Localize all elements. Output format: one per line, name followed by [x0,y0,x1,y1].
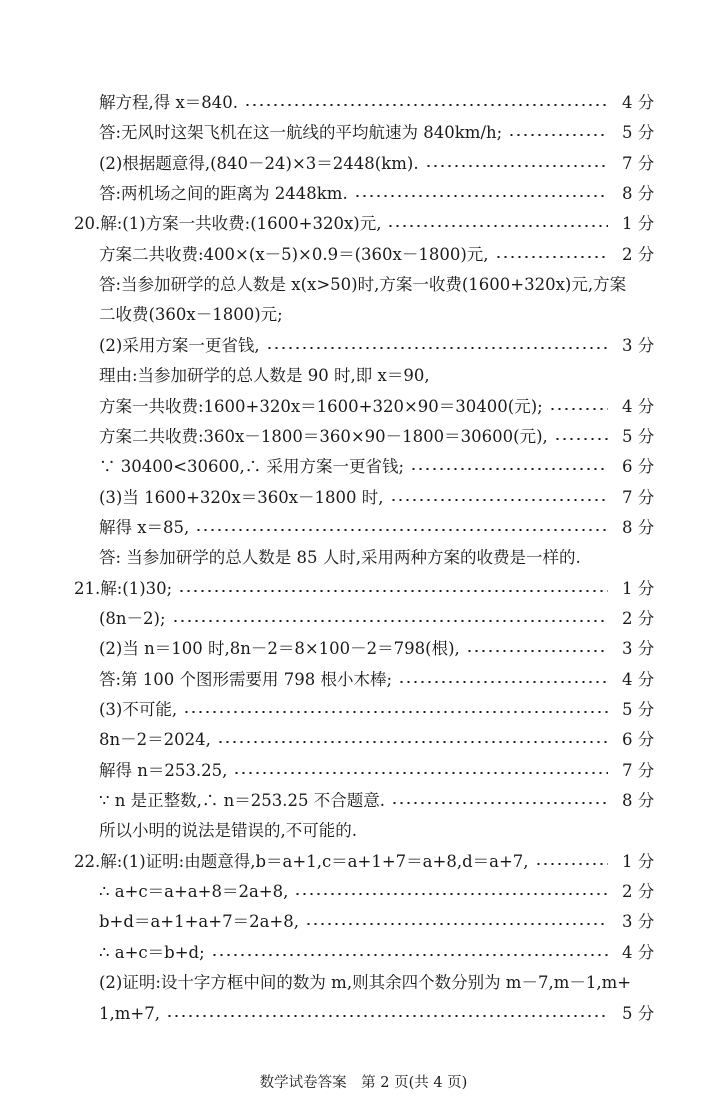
score-label: 3 分 [622,335,655,355]
score-label: 4 分 [622,669,655,689]
score-label: 3 分 [622,639,655,659]
answer-text: (3)不可能, [99,700,178,719]
answer-line-content [99,240,614,270]
score-label: 2 分 [622,608,655,628]
answer-line [0,513,727,543]
answer-line [0,665,727,695]
answer-text: 答:当参加研学的总人数是 x(x>50)时,方案一收费(1600+320x)元,方案 [99,275,627,295]
answer-line-content [74,574,614,604]
answer-line-content [99,999,614,1029]
answer-text: 22.解:(1)证明:由题意得,b＝a+1,c＝a+1+7＝a+8,d＝a+7, [74,851,529,871]
dot-leader [554,438,608,440]
answer-line [0,149,727,179]
score-label: 1 分 [622,851,655,871]
answer-line-content [99,968,631,998]
dot-leader [166,1015,608,1017]
answer-line-content [99,513,614,543]
answer-line [0,392,727,422]
answer-text: 解得 x＝85, [99,517,190,537]
answer-text: 1,m+7, [99,1003,160,1023]
answer-line [0,483,727,513]
answer-line-content [99,392,614,422]
answer-text: 解得 n＝253.25, [99,760,228,780]
dot-leader [508,134,608,136]
answer-line [0,999,727,1029]
answer-line [0,422,727,452]
answer-line [0,968,727,998]
answer-line [0,118,727,148]
score-label: 5 分 [622,123,655,143]
answer-line [0,816,727,846]
score-label: 7 分 [622,487,655,507]
answer-text: (8n－2); [99,608,166,628]
answer-text: ∵ 30400<30600,∴ 采用方案一更省钱; [99,457,405,477]
score-label: 8 分 [622,184,655,204]
score-label: 7 分 [622,153,655,173]
answer-text: (3)当 1600+320x＝360x－1800 时, [99,487,384,507]
answer-line-content [99,483,614,513]
answer-line-content [99,452,614,482]
score-label: 7 分 [622,760,655,780]
dot-leader [398,681,608,683]
dot-leader [305,923,608,925]
answer-line [0,270,727,300]
answer-text: 二收费(360x－1800)元; [99,305,283,325]
answer-line-content [74,847,614,877]
answer-text: 答: 当参加研学的总人数是 85 人时,采用两种方案的收费是一样的. [99,548,581,568]
answer-line-content [99,907,614,937]
answer-line-content [99,270,626,300]
answer-text: 21.解:(1)30; [74,578,173,598]
answer-line [0,786,727,816]
answer-line [0,240,727,270]
answer-line-content [99,877,614,907]
score-label: 1 分 [622,578,655,598]
answer-text: (2)根据题意得,(840－24)×3＝2448(km). [99,153,419,173]
score-label: 5 分 [622,1003,655,1023]
answer-text: ∴ a+c＝a+a+8＝2a+8, [99,882,289,902]
dot-leader [535,863,608,865]
answer-text: 方案二共收费:400×(x－5)×0.9＝(360x－1800)元, [99,244,489,264]
score-label: 2 分 [622,882,655,902]
dot-leader [183,711,608,713]
answer-line [0,604,727,634]
answer-line-content [99,695,614,725]
score-label: 3 分 [622,912,655,932]
answer-text: ∴ a+c＝b+d; [99,942,205,962]
answer-text: 理由:当参加研学的总人数是 90 时,即 x＝90, [99,366,430,386]
answer-line [0,634,727,664]
dot-leader [294,893,608,895]
dot-leader [211,954,608,956]
answer-line [0,361,727,391]
score-label: 5 分 [622,700,655,719]
answer-line-content [99,725,614,755]
answer-line-content [99,300,283,330]
answer-line [0,331,727,361]
answer-text: ∵ n 是正整数,∴ n＝253.25 不合题意. [99,791,385,811]
answer-line [0,574,727,604]
answer-line [0,543,727,573]
dot-leader [172,620,608,622]
answer-line [0,88,727,118]
answer-line [0,695,727,725]
answer-text: (2)证明:设十字方框中间的数为 m,则其余四个数分别为 m－7,m－1,m+ [99,973,632,993]
answer-line-content [99,149,614,179]
answer-line [0,300,727,330]
dot-leader [391,802,608,804]
answer-line [0,452,727,482]
score-label: 8 分 [622,791,655,811]
answer-text: (2)采用方案一更省钱, [99,335,260,355]
answer-line-content [99,816,357,846]
score-label: 6 分 [622,730,655,750]
answer-line [0,725,727,755]
answer-line [0,847,727,877]
dot-leader [195,529,608,531]
answer-text: 答:无风时这架飞机在这一航线的平均航速为 840km/h; [99,123,503,143]
dot-leader [495,256,608,258]
answer-line [0,877,727,907]
dot-leader [217,741,608,743]
answer-text: b+d＝a+1+a+7＝2a+8, [99,912,299,932]
answer-line-content [99,543,581,573]
dot-leader [244,104,608,106]
answer-line-content [99,88,614,118]
answer-text: 解方程,得 x＝840. [99,93,239,112]
answer-text: 8n－2＝2024, [99,730,211,750]
answer-line-content [99,665,614,695]
dot-leader [410,468,608,470]
dot-leader [466,650,608,652]
dot-leader [233,772,608,774]
answer-line-content [74,209,614,239]
answer-line [0,756,727,786]
answer-line-content [99,756,614,786]
dot-leader [425,165,608,167]
answer-line-content [99,938,614,968]
answer-line [0,938,727,968]
score-label: 6 分 [622,457,655,477]
dot-leader [178,590,608,592]
score-label: 4 分 [622,93,655,112]
score-label: 2 分 [622,244,655,264]
answer-line-content [99,422,614,452]
answer-text: 答:第 100 个图形需要用 798 根小木棒; [99,669,393,689]
answer-line-content [99,361,430,391]
score-label: 8 分 [622,517,655,537]
answer-line [0,209,727,239]
score-label: 4 分 [622,942,655,962]
answer-line-content [99,331,614,361]
dot-leader [390,499,608,501]
dot-leader [549,408,608,410]
answer-text: 20.解:(1)方案一共收费:(1600+320x)元, [74,214,382,234]
answer-line-content [99,179,614,209]
score-label: 5 分 [622,426,655,446]
answer-text: 方案一共收费:1600+320x＝1600+320×90＝30400(元); [99,396,543,416]
answer-line-content [99,786,614,816]
answer-line [0,907,727,937]
dot-leader [387,225,608,227]
dot-leader [354,195,608,197]
dot-leader [266,347,608,349]
answer-text: 所以小明的说法是错误的,不可能的. [99,821,357,841]
score-label: 4 分 [622,396,655,416]
score-label: 1 分 [622,214,655,234]
answer-line-content [99,634,614,664]
answer-text: 答:两机场之间的距离为 2448km. [99,184,348,204]
answer-text: 方案二共收费:360x－1800＝360×90－1800＝30600(元), [99,426,548,446]
page-footer: 数学试卷答案 第 2 页(共 4 页) [259,1075,468,1091]
answer-text: (2)当 n＝100 时,8n－2＝8×100－2＝798(根), [99,639,460,659]
answer-line [0,179,727,209]
answer-line-content [99,118,614,148]
answer-line-content [99,604,614,634]
